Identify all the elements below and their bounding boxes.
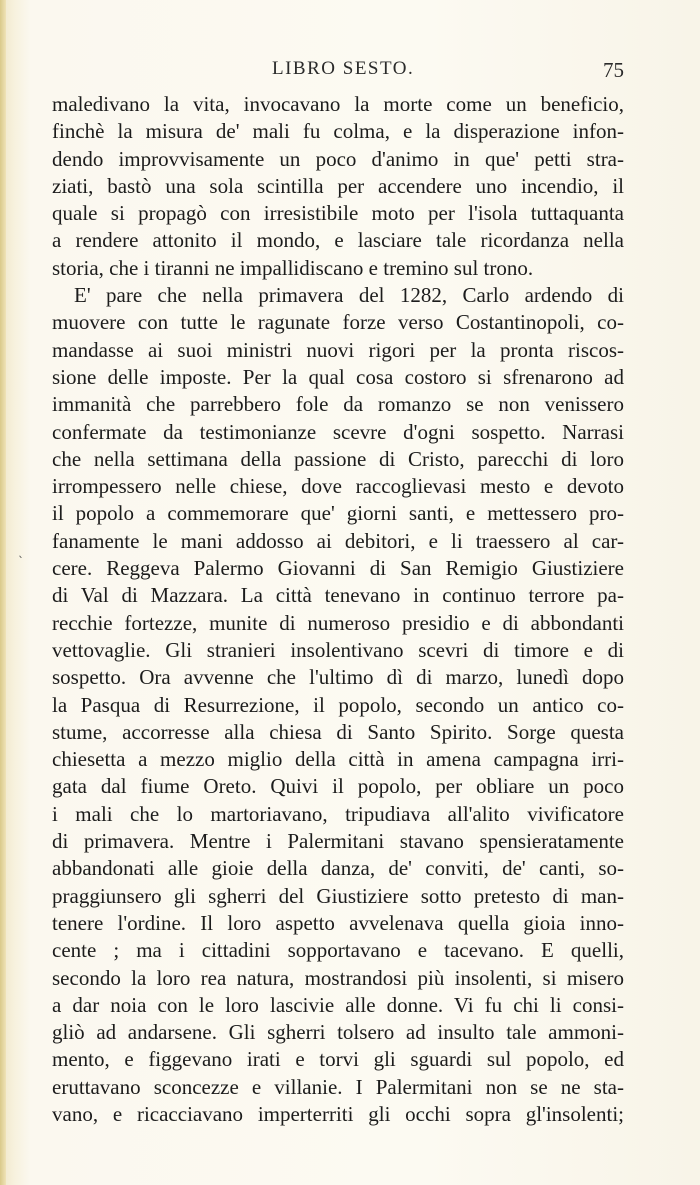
text-line: immanità che parrebbero fole da romanzo se non venissero [52, 392, 624, 417]
text-line: gata dal fiume Oreto. Quivi il popolo, per obliare un poco [52, 774, 624, 799]
text-line: di Val di Mazzara. La città tenevano in continuo terrore pa- [52, 583, 624, 608]
page-spine-edge [0, 0, 6, 1185]
text-line: chiesetta a mezzo miglio della città in amena campagna irri- [52, 747, 624, 772]
text-line: la Pasqua di Resurrezione, il popolo, secondo un antico co- [52, 692, 624, 717]
text-line: secondo la loro rea natura, mostrandosi più insolenti, si misero [52, 965, 624, 990]
text-line: praggiunsero gli sgherri del Giustiziere sotto pretesto di man- [52, 883, 624, 908]
text-line: stume, accorresse alla chiesa di Santo Spirito. Sorge questa [52, 719, 624, 744]
text-line: ziati, bastò una sola scintilla per accendere uno incendio, il [52, 173, 624, 198]
text-line: che nella settimana della passione di Cristo, parecchi di loro [52, 446, 624, 471]
text-line: i mali che lo martoriavano, tripudiava all'alito vivificatore [52, 801, 624, 826]
text-line: finchè la misura de' mali fu colma, e la disperazione infon- [52, 119, 624, 144]
text-line: abbandonati alle gioie della danza, de' conviti, de' canti, so- [52, 856, 624, 881]
text-line: quale si propagò con irresistibile moto per l'isola tuttaquanta [52, 201, 624, 226]
text-line: a dar noia con le loro lascivie alle donne. Vi fu chi li consi- [52, 992, 624, 1017]
text-line: recchie fortezze, munite di numeroso presidio e di abbondanti [52, 610, 624, 635]
text-line: muovere con tutte le ragunate forze verso Costantinopoli, co- [52, 310, 624, 335]
text-line: maledivano la vita, invocavano la morte come un beneficio, [52, 92, 624, 116]
text-line: sospetto. Ora avvenne che l'ultimo dì di marzo, lunedì dopo [52, 665, 624, 690]
text-line: storia, che i tiranni ne impallidiscano e tremino sul trono. [52, 255, 534, 280]
text-line: il popolo a commemorare que' giorni santi, e mettessero pro- [52, 501, 624, 526]
text-line: dendo improvvisamente un poco d'animo in que' petti stra- [52, 146, 624, 171]
text-line: gliò ad andarsene. Gli sgherri tolsero ad insulto tale ammoni- [52, 1020, 624, 1045]
running-head: LIBRO SESTO. [272, 58, 415, 79]
text-line: tenere l'ordine. Il loro aspetto avvelenava quella gioia inno- [52, 910, 624, 935]
text-line: mento, e figgevano irati e torvi gli sguardi sul popolo, ed [52, 1047, 624, 1072]
text-line: di primavera. Mentre i Palermitani stavano spensieratamente [52, 829, 624, 854]
text-line: sione delle imposte. Per la qual cosa costoro si sfrenarono ad [52, 364, 624, 389]
page-number: 75 [603, 58, 624, 82]
text-line: fanamente le mani addosso ai debitori, e li traessero al car- [52, 528, 624, 553]
body-text [52, 91, 624, 1128]
page-header [52, 58, 624, 84]
text-line: confermate da testimonianze scevre d'ogni sospetto. Narrasi [52, 419, 624, 444]
text-line: vettovaglie. Gli stranieri insolentivano scevri di timore e di [52, 637, 624, 662]
text-line: vano, e ricacciavano imperterriti gli occhi sopra gl'insolenti; [52, 1101, 624, 1126]
text-line: irrompessero nelle chiese, dove raccoglievasi mesto e devoto [52, 474, 624, 499]
text-line: mandasse ai suoi ministri nuovi rigori per la pronta riscos- [52, 337, 624, 362]
text-line: cere. Reggeva Palermo Giovanni di San Remigio Giustiziere [52, 556, 624, 581]
margin-mark: ˎ [18, 544, 24, 558]
text-line: eruttavano sconcezze e villanie. I Palermitani non se ne sta- [52, 1074, 624, 1099]
text-line: cente ; ma i cittadini sopportavano e tacevano. E quelli, [52, 938, 624, 963]
text-line: a rendere attonito il mondo, e lasciare tale ricordanza nella [52, 228, 624, 253]
text-line: E' pare che nella primavera del 1282, Carlo ardendo di [74, 283, 624, 308]
